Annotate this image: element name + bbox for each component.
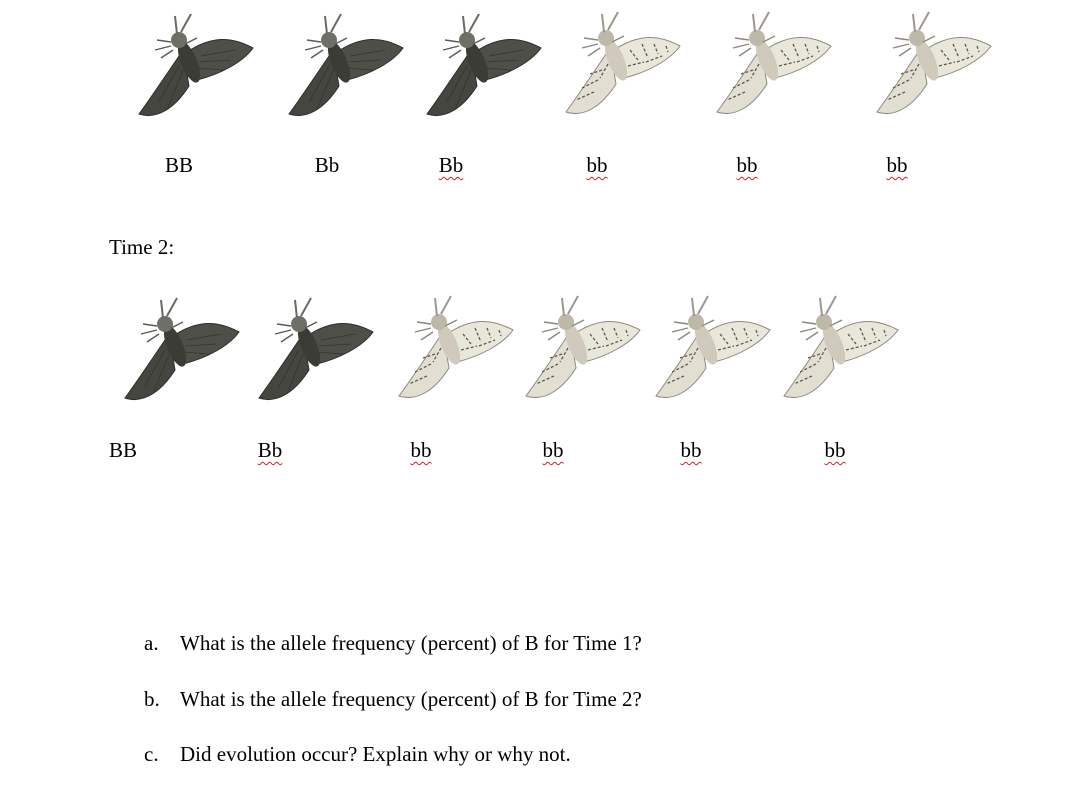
question-b-text: What is the allele frequency (percent) of B for Time 2? bbox=[180, 687, 642, 711]
row2-genotype-3: bb bbox=[410, 438, 432, 462]
row1-genotype-1: BB bbox=[164, 153, 194, 177]
row2-genotype-4: bb bbox=[542, 438, 564, 462]
question-c-letter: c. bbox=[144, 742, 159, 766]
row2-genotype-6: bb bbox=[824, 438, 846, 462]
dark-moth-icon bbox=[419, 10, 545, 122]
row1-moth-4 bbox=[558, 8, 684, 120]
row1-genotype-6: bb bbox=[886, 153, 908, 177]
time2-label: Time 2: bbox=[109, 235, 175, 259]
dark-moth-icon bbox=[251, 294, 377, 406]
light-moth-icon bbox=[709, 8, 835, 120]
row2-moth-3 bbox=[391, 292, 517, 404]
question-b-letter: b. bbox=[144, 687, 160, 711]
question-a-letter: a. bbox=[144, 631, 159, 655]
row1-genotype-5: bb bbox=[736, 153, 758, 177]
light-moth-icon bbox=[558, 8, 684, 120]
dark-moth-icon bbox=[117, 294, 243, 406]
row2-moth-1 bbox=[117, 294, 243, 406]
row1-moth-3 bbox=[419, 10, 545, 122]
row2-moth-6 bbox=[776, 292, 902, 404]
row2-genotype-2: Bb bbox=[257, 438, 283, 462]
row1-genotype-3: Bb bbox=[438, 153, 464, 177]
row2-genotype-1: BB bbox=[109, 438, 138, 462]
row1-moth-6 bbox=[869, 8, 995, 120]
light-moth-icon bbox=[869, 8, 995, 120]
row2-moth-2 bbox=[251, 294, 377, 406]
row2-moth-5 bbox=[648, 292, 774, 404]
light-moth-icon bbox=[518, 292, 644, 404]
row1-genotype-4: bb bbox=[586, 153, 608, 177]
question-b bbox=[144, 687, 642, 711]
dark-moth-icon bbox=[281, 10, 407, 122]
light-moth-icon bbox=[391, 292, 517, 404]
question-c bbox=[144, 742, 571, 766]
question-a-text: What is the allele frequency (percent) of B for Time 1? bbox=[180, 631, 642, 655]
row2-genotype-5: bb bbox=[680, 438, 702, 462]
question-a bbox=[144, 631, 642, 655]
light-moth-icon bbox=[776, 292, 902, 404]
row1-moth-1 bbox=[131, 10, 257, 122]
row1-moth-2 bbox=[281, 10, 407, 122]
row1-moth-5 bbox=[709, 8, 835, 120]
row2-moth-4 bbox=[518, 292, 644, 404]
question-c-text: Did evolution occur? Explain why or why not. bbox=[180, 742, 571, 766]
dark-moth-icon bbox=[131, 10, 257, 122]
light-moth-icon bbox=[648, 292, 774, 404]
row1-genotype-2: Bb bbox=[314, 153, 340, 177]
